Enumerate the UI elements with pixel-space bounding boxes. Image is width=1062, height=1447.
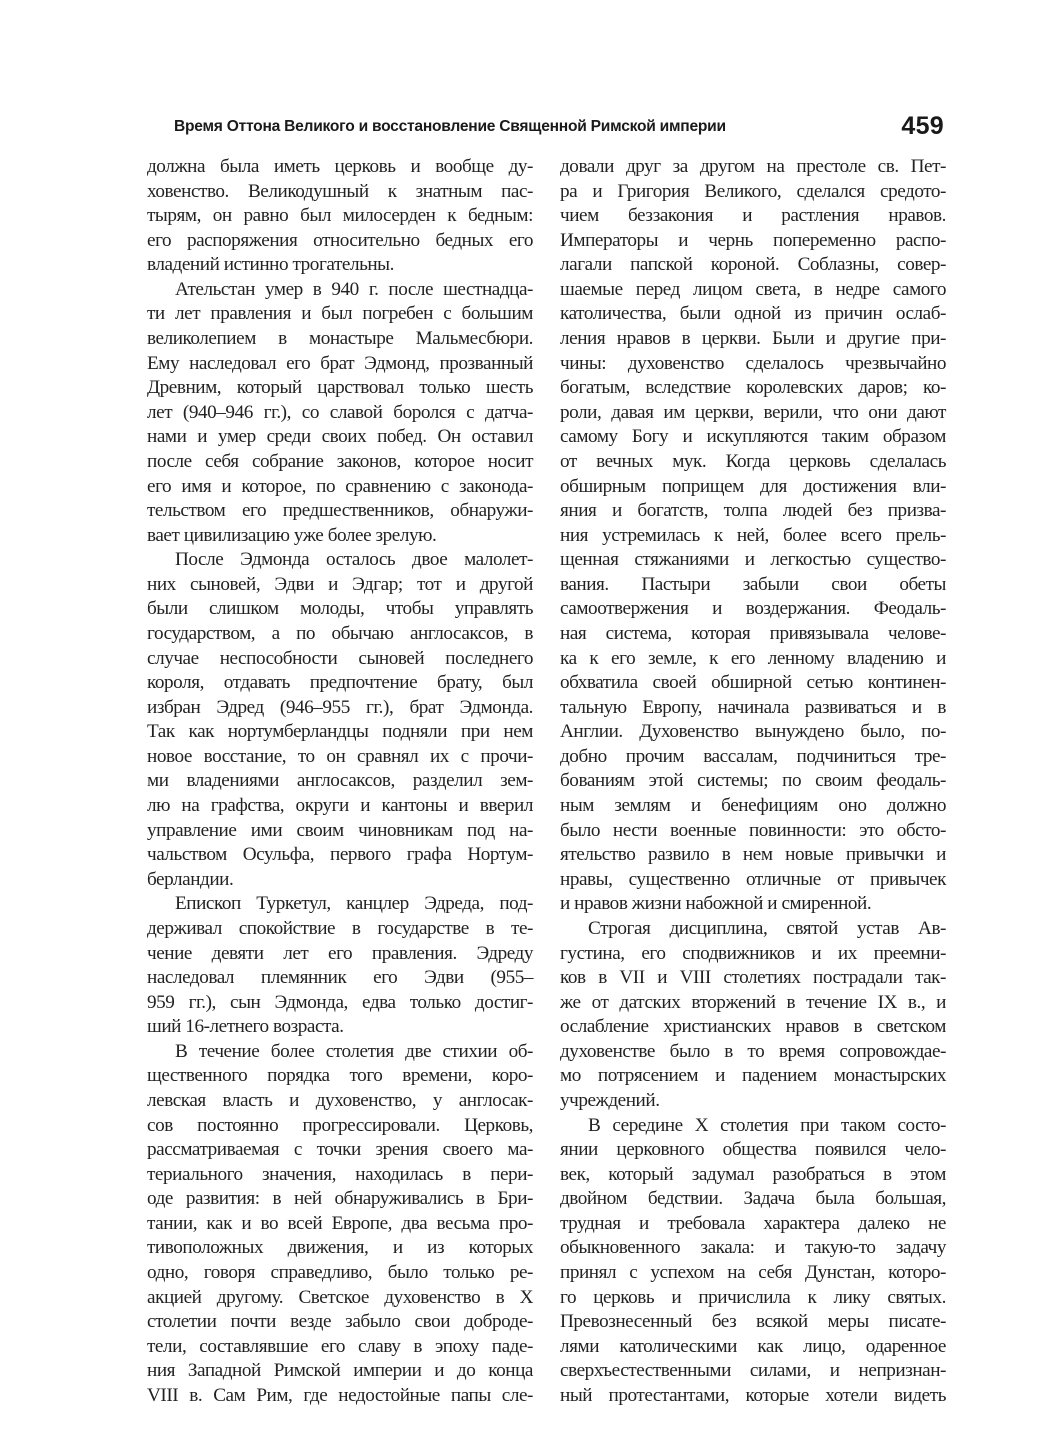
- text-line: тании, как и во всей Европе, два весьма про-: [147, 1212, 533, 1234]
- text-line: ления нравов в церкви. Были и другие при-: [560, 328, 946, 350]
- text-line: Превознесенный без всякой меры писате-: [560, 1311, 946, 1333]
- text-line: щественного порядка того времени, коро-: [147, 1065, 533, 1087]
- text-line: Епископ Туркетул, канцлер Эдреда, под-: [175, 893, 533, 915]
- text-line: управление ими своим чиновникам под на-: [147, 819, 533, 841]
- text-line: государством, а по обычаю англосаксов, в: [147, 622, 533, 644]
- text-line: ка к его земле, к его ленному владению и: [560, 647, 946, 669]
- text-line: лагали папской короной. Соблазны, совер-: [560, 254, 946, 276]
- text-line: ным землям и бенефициям оно должно: [560, 795, 946, 817]
- text-line: и нравов жизни набожной и смиренной.: [560, 893, 872, 915]
- text-line: берландии.: [147, 868, 234, 890]
- text-line: самоотвержения и воздержания. Феодаль-: [560, 598, 946, 620]
- text-line: обширным поприщем для достижения вли-: [560, 475, 946, 497]
- text-line: щенная стяжаниями и легкостью существо-: [560, 549, 946, 571]
- text-line: После Эдмонда осталось двое малолет-: [175, 549, 533, 571]
- text-line: лет (940–946 гг.), со славой боролся с датча-: [147, 401, 533, 423]
- text-line: должна была иметь церковь и вообще ду-: [147, 156, 533, 177]
- text-line: оде развития: в ней обнаруживались в Бри-: [147, 1188, 533, 1210]
- text-line: ния Западной Римской империи и до конца: [147, 1360, 533, 1382]
- text-line: его имя и которое, по сравнению с законода-: [147, 475, 533, 497]
- text-line: В течение более столетия две стихии об-: [175, 1040, 533, 1062]
- text-line: чины: духовенство сделалось чрезвычайно: [560, 352, 946, 374]
- text-line: сов постоянно прогрессировали. Церковь,: [147, 1114, 533, 1136]
- text-line: шаемые перед лицом света, в недре самого: [560, 278, 946, 300]
- text-line: В середине X столетия при таком состо-: [588, 1114, 946, 1136]
- text-line: богатым, вследствие королевских даров; ко-: [560, 377, 946, 399]
- text-line: ятельство развило в нем новые привычки и: [560, 844, 946, 866]
- text-line: принял с успехом на себя Дунстан, которо-: [560, 1262, 946, 1284]
- text-line: ми владениями англосаксов, разделил зем-: [147, 770, 533, 792]
- text-line: Строгая дисциплина, святой устав Ав-: [588, 917, 946, 939]
- text-line: Императоры и чернь попеременно распо-: [560, 229, 946, 251]
- text-line: трудная и требовала характера далеко не: [560, 1212, 946, 1234]
- text-line: ра и Григория Великого, сделался средото-: [560, 180, 946, 202]
- text-line: одно, говоря справедливо, было только ре-: [147, 1262, 533, 1284]
- text-line: добно прочим вассалам, подчиниться тре-: [560, 745, 946, 767]
- text-line: ослабление христианских нравов в светском: [560, 1016, 946, 1038]
- text-line: ный протестантами, которые хотели видеть: [560, 1384, 946, 1406]
- text-line: мо потрясением и падением монастырских: [560, 1065, 946, 1087]
- text-line: тельством его предшественников, обнаружи-: [147, 500, 533, 522]
- chapter-title: Время Оттона Великого и восстановление Священной Римской империи: [174, 118, 726, 135]
- text-line: владений истинно трогательны.: [147, 254, 394, 276]
- text-line: го церковь и причислила к лику святых.: [560, 1286, 946, 1308]
- text-column-right: [560, 155, 946, 1408]
- text-line: обыкновенного закала: и такую-то задачу: [560, 1237, 946, 1259]
- text-line: довали друг за другом на престоле св. Пет-: [560, 156, 946, 177]
- text-line: рассматриваемая с точки зрения своего ма-: [147, 1139, 533, 1161]
- text-line: янии церковного общества появился чело-: [560, 1139, 946, 1161]
- text-line: лями католическими как лицо, одаренное: [560, 1335, 946, 1357]
- text-line: были слишком молоды, чтобы управлять: [147, 598, 533, 620]
- text-line: вания. Пастыри забыли свои обеты: [560, 573, 946, 595]
- text-line: яния и богатств, толпа людей без призва-: [560, 500, 946, 522]
- text-line: после себя собрание законов, которое носит: [147, 450, 533, 472]
- text-column-left: [147, 155, 533, 1408]
- text-line: короля, отдавать предпочтение брату, был: [147, 672, 533, 694]
- text-line: териального значения, находилась в пери-: [147, 1163, 533, 1185]
- text-line: учреждений.: [560, 1089, 660, 1111]
- text-line: от вечных мук. Когда церковь сделалась: [560, 450, 946, 472]
- text-line: нравы, существенно отличные от привычек: [560, 868, 946, 890]
- text-line: столетии почти везде забыло свои доброде-: [147, 1311, 533, 1333]
- text-line: духовенстве было в то время сопровождае-: [560, 1040, 946, 1062]
- text-line: чение девяти лет его правления. Эдреду: [147, 942, 533, 964]
- text-line: же от датских вторжений в течение IX в., и: [560, 991, 946, 1013]
- text-line: его распоряжения относительно бедных его: [147, 229, 533, 251]
- text-line: чием беззакония и растления нравов.: [560, 205, 946, 227]
- text-line: обхватила своей обширной сетью континен-: [560, 672, 946, 694]
- text-line: ков в VII и VIII столетиях пострадали так-: [560, 967, 946, 989]
- text-line: тивоположных движения, и из которых: [147, 1237, 533, 1259]
- text-line: них сыновей, Эдви и Эдгар; тот и другой: [147, 573, 533, 595]
- page-number: 459: [901, 112, 944, 140]
- text-line: роли, давая им церкви, верили, что они дают: [560, 401, 946, 423]
- text-line: тальную Европу, начинала развиваться и в: [560, 696, 946, 718]
- text-line: вает цивилизацию уже более зрелую.: [147, 524, 437, 546]
- text-line: католичества, были одной из причин ослаб-: [560, 303, 946, 325]
- text-line: ховенство. Великодушный к знатным пас-: [147, 180, 533, 202]
- text-line: Ательстан умер в 940 г. после шестнадца-: [175, 278, 533, 300]
- text-line: Так как нортумберландцы подняли при нем: [147, 721, 533, 743]
- text-line: лю на графства, округи и кантоны и вверил: [147, 795, 533, 817]
- text-line: Ему наследовал его брат Эдмонд, прозванный: [147, 352, 533, 374]
- text-line: бованиям этой системы; по своим феодаль-: [560, 770, 946, 792]
- text-line: нами и умер среди своих побед. Он оставил: [147, 426, 533, 448]
- text-line: сверхъестественными силами, и непризнан-: [560, 1360, 946, 1382]
- text-line: VIII в. Сам Рим, где недостойные папы сле-: [147, 1384, 533, 1406]
- text-line: самому Богу и искупляются таким образом: [560, 426, 946, 448]
- text-line: ния устремилась к ней, более всего прель-: [560, 524, 946, 546]
- text-line: двойном бедствии. Задача была большая,: [560, 1188, 946, 1210]
- text-line: великолепием в монастыре Мальмесбюри.: [147, 328, 533, 350]
- text-line: Древним, который царствовал только шесть: [147, 377, 533, 399]
- text-line: 959 гг.), сын Эдмонда, едва только достиг-: [147, 991, 533, 1013]
- text-line: ший 16-летнего возраста.: [147, 1016, 344, 1038]
- text-line: было нести военные повинности: это обсто-: [560, 819, 946, 841]
- text-line: случае неспособности сыновей последнего: [147, 647, 533, 669]
- text-line: тырям, он равно был милосерден к бедным:: [147, 205, 533, 227]
- text-line: Англии. Духовенство вынуждено было, по-: [560, 721, 946, 743]
- text-line: чальством Осульфа, первого графа Нортум-: [147, 844, 533, 866]
- text-line: тели, составлявшие его славу в эпоху паде-: [147, 1335, 533, 1357]
- text-line: густина, его сподвижников и их преемни-: [560, 942, 946, 964]
- text-line: наследовал племянник его Эдви (955–: [147, 967, 533, 989]
- text-line: век, который задумал разобраться в этом: [560, 1163, 946, 1185]
- text-line: левская власть и духовенство, у англосак-: [147, 1089, 533, 1111]
- running-header: [174, 114, 944, 144]
- text-line: ная система, которая привязывала челове-: [560, 622, 946, 644]
- text-line: держивал спокойствие в государстве в те-: [147, 917, 533, 939]
- text-line: акцией другому. Светское духовенство в X: [147, 1286, 533, 1308]
- text-line: ти лет правления и был погребен с большим: [147, 303, 533, 325]
- text-line: избран Эдред (946–955 гг.), брат Эдмонда.: [147, 696, 533, 718]
- text-line: новое восстание, то он сравнял их с прочи-: [147, 745, 533, 767]
